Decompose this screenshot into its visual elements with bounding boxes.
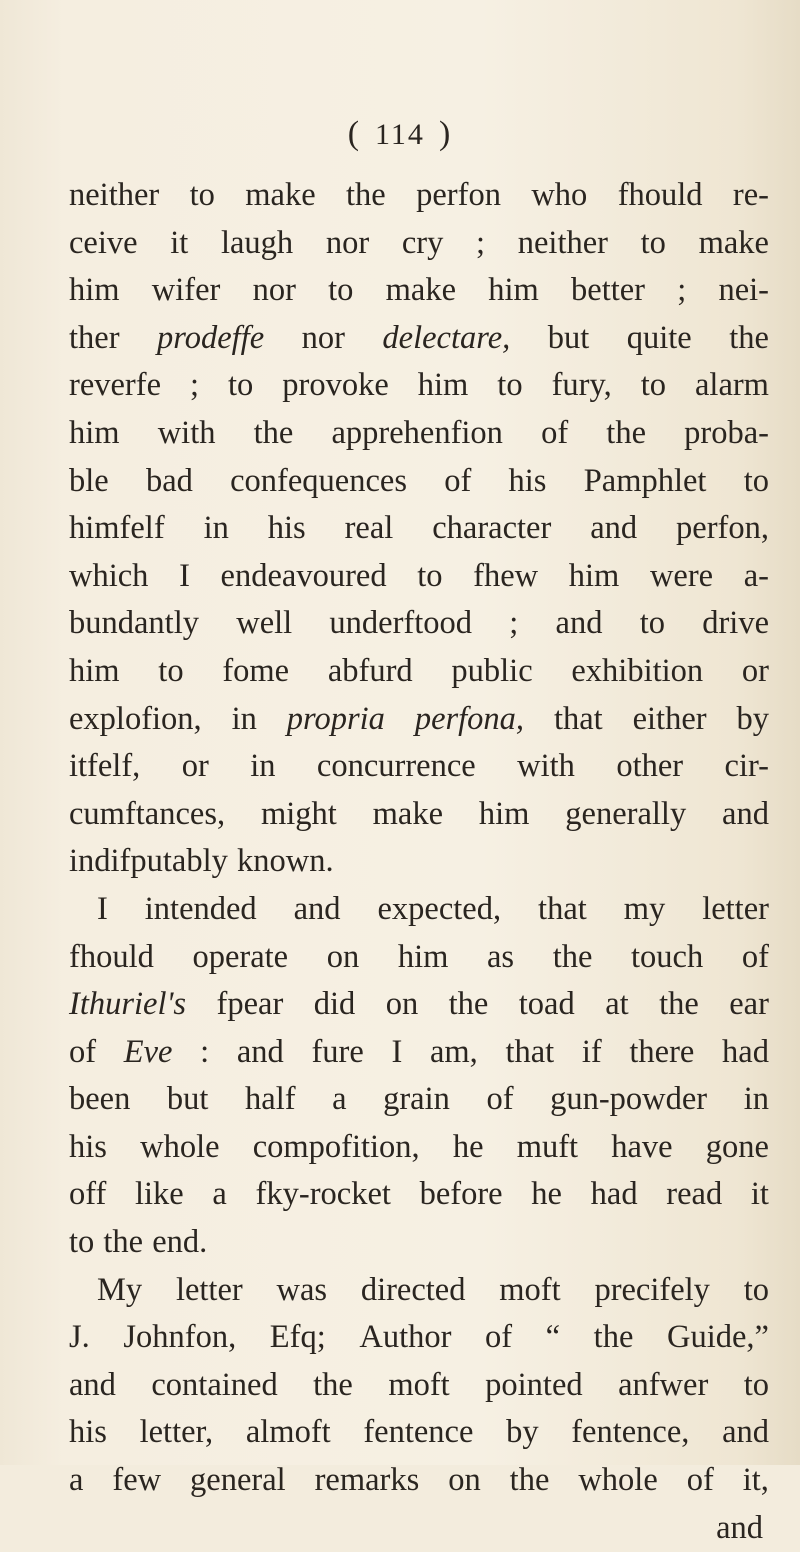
word: had	[590, 1176, 638, 1213]
word: did	[313, 986, 356, 1023]
word: to	[417, 557, 443, 594]
word: to	[640, 367, 666, 404]
word: better	[571, 272, 645, 309]
word: concurrence	[316, 748, 476, 785]
word: toad	[518, 986, 575, 1023]
word: to	[743, 1366, 769, 1403]
word: nor	[325, 224, 370, 261]
word: compofition,	[252, 1128, 420, 1165]
word: Eve	[123, 1033, 173, 1070]
word: either	[632, 700, 707, 737]
word: like	[135, 1176, 184, 1213]
word: drive	[702, 605, 769, 642]
word: ceive	[69, 224, 138, 261]
word: him	[568, 557, 620, 594]
word: that	[553, 700, 603, 737]
word: or	[741, 652, 769, 689]
word: the	[103, 1224, 144, 1261]
word: of	[486, 1081, 514, 1118]
word: well	[236, 605, 293, 642]
text-line	[69, 981, 769, 1029]
word: bad	[145, 462, 193, 499]
word: propria	[286, 700, 385, 737]
text-line	[69, 267, 769, 315]
word: explofion,	[69, 700, 202, 737]
word: public	[451, 652, 533, 689]
word: Author	[359, 1319, 452, 1356]
word: real	[344, 510, 394, 547]
word: which	[69, 557, 149, 594]
word: laugh	[220, 224, 294, 261]
word: letter,	[139, 1414, 214, 1451]
word: I	[179, 557, 190, 594]
word: cumftances,	[69, 795, 226, 832]
word: fure	[311, 1033, 364, 1070]
word: a	[212, 1176, 227, 1213]
word: make	[385, 272, 457, 309]
word: alarm	[694, 367, 769, 404]
word: to	[69, 1224, 95, 1261]
word: to	[228, 367, 254, 404]
word: exhibition	[571, 652, 704, 689]
text-line	[69, 1124, 769, 1172]
text-line	[69, 886, 769, 934]
word: provoke	[282, 367, 389, 404]
word: in	[743, 1081, 769, 1118]
text-line	[69, 220, 769, 268]
word: to	[640, 224, 666, 261]
word: few	[112, 1462, 162, 1499]
word: and	[555, 605, 603, 642]
word: generally	[565, 795, 687, 832]
word: fury,	[551, 367, 612, 404]
word: with	[517, 748, 575, 785]
word: proba-	[684, 414, 769, 451]
word: the	[593, 1319, 634, 1356]
word: him	[417, 367, 469, 404]
word: and	[69, 1366, 116, 1403]
word: nor	[252, 272, 296, 309]
word: him	[69, 414, 120, 451]
word: off	[69, 1176, 107, 1213]
word: the	[448, 986, 489, 1023]
word: Guide,”	[666, 1319, 769, 1356]
text-line	[69, 505, 769, 553]
word: him	[69, 652, 120, 689]
word: I	[391, 1033, 403, 1070]
word: it	[170, 224, 189, 261]
header-close-paren: )	[438, 115, 453, 152]
word: gun-powder	[550, 1081, 708, 1118]
text-line	[69, 1076, 769, 1124]
word: by	[736, 700, 769, 737]
page-body	[69, 172, 769, 1552]
word: to	[743, 1271, 769, 1308]
word: letter	[702, 890, 769, 927]
word: to	[328, 272, 354, 309]
word: but	[547, 319, 590, 356]
word: ther	[69, 319, 120, 356]
word: who	[531, 177, 588, 213]
word: it	[750, 1176, 769, 1213]
word: precifely	[594, 1271, 710, 1308]
word: other	[616, 748, 684, 785]
word: make	[698, 224, 769, 261]
word: pointed	[485, 1366, 583, 1403]
word: ;	[677, 272, 687, 309]
word: a-	[743, 557, 769, 594]
word: him	[488, 272, 539, 309]
word: nor	[301, 319, 345, 356]
page-number: 114	[375, 118, 425, 151]
text-line	[69, 791, 769, 839]
word: to	[743, 462, 769, 499]
word: of	[444, 462, 472, 499]
word: gone	[705, 1128, 769, 1165]
word: am,	[429, 1033, 478, 1070]
word: to	[497, 367, 523, 404]
word: ;	[189, 367, 200, 404]
word: might	[260, 795, 337, 832]
word: of	[741, 938, 769, 975]
word: if	[581, 1033, 602, 1070]
word: his	[508, 462, 547, 499]
word: directed	[360, 1271, 466, 1308]
word: and	[236, 1033, 284, 1070]
word: intended	[144, 890, 257, 927]
word: prodeffe	[157, 319, 265, 356]
word: at	[605, 986, 629, 1023]
word: I	[97, 890, 108, 927]
page-header	[0, 115, 800, 153]
word: fome	[222, 652, 290, 689]
text-line	[69, 1457, 769, 1505]
word: endeavoured	[220, 557, 387, 594]
text-line	[69, 600, 769, 648]
word: with	[157, 414, 216, 451]
word: and	[716, 1509, 763, 1546]
word: on	[385, 986, 419, 1023]
text-line	[69, 172, 769, 220]
word: it,	[742, 1462, 769, 1499]
word: was	[276, 1271, 328, 1308]
word: almoft	[245, 1414, 331, 1451]
word: the	[729, 319, 769, 356]
word: “	[545, 1319, 561, 1356]
text-line	[69, 553, 769, 601]
word: neither	[69, 177, 160, 213]
word: his	[69, 1128, 107, 1165]
word: end.	[152, 1224, 208, 1261]
text-line	[69, 743, 769, 791]
word: him	[69, 272, 120, 309]
word: his	[267, 510, 306, 547]
text-line	[69, 838, 769, 886]
word: perfon	[416, 177, 501, 213]
word: ear	[729, 986, 769, 1023]
word: and	[590, 510, 638, 547]
text-line	[69, 934, 769, 982]
text-line	[69, 1314, 769, 1362]
text-line	[69, 315, 769, 363]
word: in	[203, 510, 229, 547]
word: had	[722, 1033, 769, 1070]
word: moft	[388, 1366, 450, 1403]
word: My	[97, 1271, 143, 1308]
word: the	[346, 177, 386, 213]
word: cir-	[724, 748, 769, 785]
word: bundantly	[69, 605, 199, 642]
word: itfelf,	[69, 748, 141, 785]
word: the	[253, 414, 294, 451]
word: fentence,	[571, 1414, 690, 1451]
word: fentence	[363, 1414, 474, 1451]
word: cry	[401, 224, 444, 261]
word: fhould	[69, 938, 154, 975]
word: of	[485, 1319, 513, 1356]
word: or	[181, 748, 209, 785]
word: have	[611, 1128, 673, 1165]
word: him	[478, 795, 530, 832]
word: his	[69, 1414, 107, 1451]
text-line	[69, 458, 769, 506]
word: but	[166, 1081, 209, 1118]
word: of	[69, 1033, 97, 1070]
word: fhew	[473, 557, 539, 594]
word: a	[332, 1081, 347, 1118]
word: delectare,	[382, 319, 511, 356]
text-line	[69, 362, 769, 410]
word: touch	[631, 938, 704, 975]
word: there	[629, 1033, 695, 1070]
word: ;	[476, 224, 486, 261]
word: perfona,	[414, 700, 525, 737]
word: the	[313, 1366, 353, 1403]
text-line	[69, 648, 769, 696]
word: wifer	[151, 272, 221, 309]
word: he	[452, 1128, 484, 1165]
word: whole	[140, 1128, 220, 1165]
word: that	[505, 1033, 555, 1070]
word: nei-	[718, 272, 769, 309]
word: neither	[517, 224, 608, 261]
word: and	[293, 890, 341, 927]
word: fhould	[617, 177, 703, 213]
word: expected,	[377, 890, 502, 927]
word: on	[448, 1462, 481, 1499]
word: quite	[626, 319, 692, 356]
word: in	[250, 748, 276, 785]
word: character	[432, 510, 552, 547]
word: to	[639, 605, 665, 642]
word: read	[666, 1176, 723, 1213]
word: make	[245, 177, 316, 213]
word: and	[722, 1414, 769, 1451]
word: by	[506, 1414, 539, 1451]
word: of	[686, 1462, 714, 1499]
word: on	[326, 938, 360, 975]
word: been	[69, 1081, 131, 1118]
word: the	[659, 986, 699, 1023]
word: he	[531, 1176, 562, 1213]
word: reverfe	[69, 367, 161, 404]
text-line	[69, 1362, 769, 1410]
word: abfurd	[327, 652, 413, 689]
word: Johnfon,	[123, 1319, 237, 1356]
word: Ithuriel's	[69, 986, 187, 1023]
text-line	[69, 1219, 769, 1267]
text-line	[69, 696, 769, 744]
word: the	[509, 1462, 550, 1499]
word: in	[231, 700, 257, 737]
word: underftood	[329, 605, 473, 642]
word: letter	[175, 1271, 243, 1308]
word: ble	[69, 462, 109, 499]
word: to	[189, 177, 215, 213]
word: apprehenfion	[331, 414, 503, 451]
word: a	[69, 1462, 84, 1499]
word: Efq;	[269, 1319, 326, 1356]
text-line	[69, 1029, 769, 1077]
word: operate	[192, 938, 289, 975]
word: remarks	[314, 1462, 420, 1499]
word: re-	[732, 177, 769, 213]
word: known.	[236, 843, 334, 880]
word: him	[397, 938, 449, 975]
word: grain	[383, 1081, 450, 1118]
word: my	[623, 890, 666, 927]
word: before	[419, 1176, 503, 1213]
word: confequences	[230, 462, 407, 499]
word: that	[538, 890, 587, 927]
word: the	[552, 938, 593, 975]
header-open-paren: (	[347, 115, 362, 152]
word: himfelf	[69, 510, 165, 547]
word: J.	[69, 1319, 90, 1356]
catchword	[69, 1505, 769, 1552]
word: of	[541, 414, 569, 451]
word: :	[200, 1033, 210, 1070]
word: as	[487, 938, 515, 975]
word: contained	[151, 1366, 278, 1403]
word: muft	[516, 1128, 579, 1165]
word: to	[158, 652, 184, 689]
word: fpear	[216, 986, 284, 1023]
word: ;	[509, 605, 519, 642]
word: make	[372, 795, 444, 832]
word: and	[722, 795, 769, 832]
word: moft	[499, 1271, 561, 1308]
text-line	[69, 1267, 769, 1315]
text-line	[69, 1409, 769, 1457]
word: perfon,	[676, 510, 769, 547]
word: were	[649, 557, 714, 594]
word: indifputably	[69, 843, 228, 880]
word: anfwer	[618, 1366, 709, 1403]
word: fky-rocket	[255, 1176, 391, 1213]
word: whole	[578, 1462, 658, 1499]
word: Pamphlet	[583, 462, 707, 499]
word: half	[245, 1081, 296, 1118]
text-line	[69, 410, 769, 458]
word: general	[190, 1462, 286, 1499]
word: the	[606, 414, 647, 451]
text-line	[69, 1171, 769, 1219]
